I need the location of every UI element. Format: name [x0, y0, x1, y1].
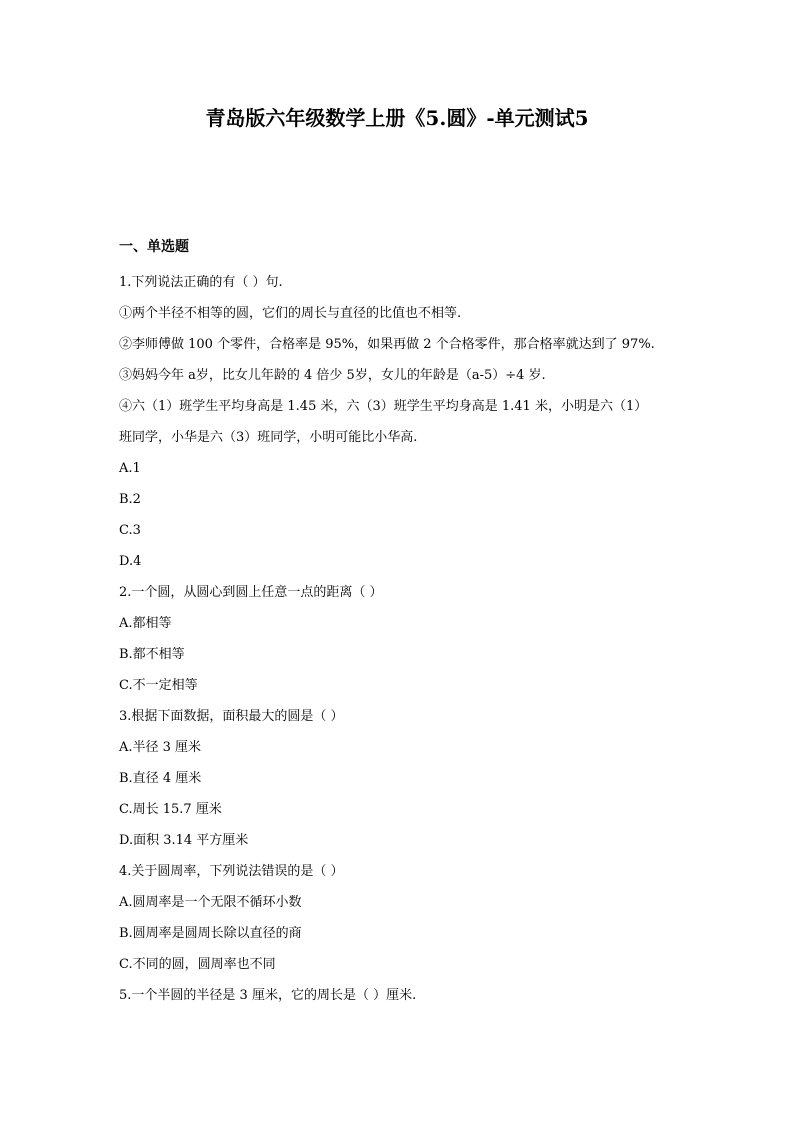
question-1-statement-1: ①两个半径不相等的圆，它们的周长与直径的比值也不相等.	[119, 306, 462, 321]
question-2-option-a: A.都相等	[119, 616, 172, 631]
question-2-option-c: C.不一定相等	[119, 678, 198, 693]
page-title: 青岛版六年级数学上册《5.圆》-单元测试5	[205, 106, 589, 130]
question-2-stem: 2.一个圆，从圆心到圆上任意一点的距离（ ）	[119, 585, 383, 600]
question-1-statement-4: ④六（1）班学生平均身高是 1.45 米，六（3）班学生平均身高是 1.41 米，小明是六（1）	[119, 399, 648, 414]
question-1-statement-2: ②李师傅做 100 个零件，合格率是 95%，如果再做 2 个合格零件，那合格率就达到了 97%.	[119, 337, 655, 352]
document-body	[119, 236, 679, 1011]
question-1-statement-4-cont: 班同学，小华是六（3）班同学，小明可能比小华高.	[119, 430, 418, 445]
question-1-option-c: C.3	[119, 523, 141, 538]
section-heading: 一、单选题	[119, 239, 189, 255]
question-3-option-d: D.面积 3.14 平方厘米	[119, 833, 249, 848]
question-1-option-d: D.4	[119, 554, 142, 569]
question-1-option-b: B.2	[119, 492, 141, 507]
question-4-option-c: C.不同的圆，圆周率也不同	[119, 957, 276, 972]
question-5-stem: 5.一个半圆的半径是 3 厘米，它的周长是（ ）厘米.	[119, 988, 417, 1003]
question-3-option-a: A.半径 3 厘米	[119, 740, 202, 755]
question-1-stem: 1.下列说法正确的有（ ）句.	[119, 275, 283, 290]
question-4-option-a: A.圆周率是一个无限不循环小数	[119, 895, 302, 910]
question-3-option-b: B.直径 4 厘米	[119, 771, 202, 786]
question-4-option-b: B.圆周率是圆周长除以直径的商	[119, 926, 302, 941]
question-4-stem: 4.关于圆周率，下列说法错误的是（ ）	[119, 864, 344, 879]
question-3-stem: 3.根据下面数据，面积最大的圆是（ ）	[119, 709, 344, 724]
question-3-option-c: C.周长 15.7 厘米	[119, 802, 222, 817]
question-1-option-a: A.1	[119, 461, 141, 476]
question-1-statement-3: ③妈妈今年 a岁，比女儿年龄的 4 倍少 5岁，女儿的年龄是（a-5）÷4 岁.	[119, 368, 546, 383]
question-2-option-b: B.都不相等	[119, 647, 185, 662]
